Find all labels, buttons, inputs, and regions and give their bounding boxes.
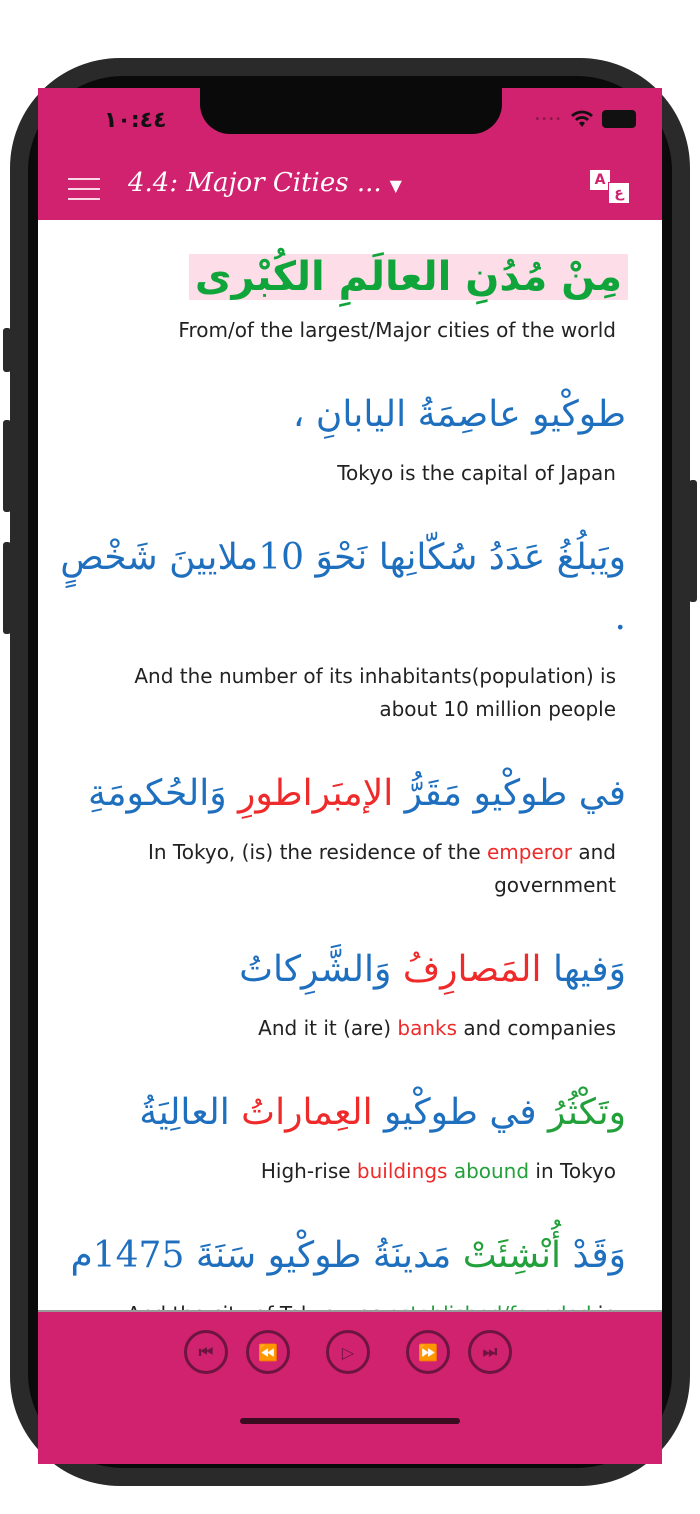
- fast-forward-button[interactable]: ⏩: [406, 1330, 450, 1374]
- arabic-sentence[interactable]: [38, 940, 662, 1000]
- dropdown-caret-icon: ▼: [389, 176, 402, 195]
- sentence-list: [38, 385, 662, 1364]
- skip-last-button[interactable]: ⏭: [468, 1330, 512, 1374]
- lesson-content[interactable]: [38, 220, 662, 1310]
- sentence[interactable]: [38, 1083, 662, 1188]
- arabic-segment: العِماراتُ: [241, 1092, 373, 1133]
- arabic-segment: وَالحُكومَةِ: [87, 773, 239, 814]
- hamburger-menu-icon[interactable]: [68, 178, 100, 200]
- translation-segment: In Tokyo, (is) the residence of the: [148, 840, 487, 864]
- arabic-segment: المَصارِفُ: [402, 949, 542, 990]
- signal-icon: ••••: [534, 113, 562, 125]
- player-controls: [184, 1330, 512, 1374]
- translation-segment: buildings: [356, 1159, 448, 1183]
- translation-segment: Tokyo is the capital of Japan: [337, 461, 616, 485]
- home-indicator[interactable]: [240, 1418, 460, 1424]
- arabic-sentence[interactable]: [38, 528, 662, 648]
- sentence[interactable]: [38, 764, 662, 902]
- translation-segment: High-rise: [260, 1159, 357, 1183]
- app-screen: [38, 88, 662, 1462]
- notch: [200, 88, 502, 134]
- translation-segment: And the number of its inhabitants(population) is about 10 million people: [134, 664, 616, 721]
- translation-segment: in Tokyo: [529, 1159, 616, 1183]
- lesson-title: 4.4: Major Cities ...: [128, 168, 382, 198]
- translation-segment: banks: [397, 1016, 458, 1040]
- lesson-selector[interactable]: [128, 168, 402, 198]
- english-translation: [38, 660, 662, 726]
- arabic-sentence[interactable]: [38, 385, 662, 445]
- english-translation: [38, 1012, 662, 1045]
- arabic-segment: وتَكْثُرُ: [547, 1092, 626, 1133]
- volume-up-button: [3, 420, 11, 512]
- translation-segment: and companies: [457, 1016, 616, 1040]
- wifi-icon: [570, 110, 594, 128]
- arabic-sentence[interactable]: [38, 764, 662, 824]
- arabic-segment: مَدينَةُ طوكْيو سَنَةَ 1475م: [70, 1235, 463, 1276]
- arabic-sentence[interactable]: [38, 1083, 662, 1143]
- battery-icon: [602, 110, 636, 128]
- heading-translation: From/of the largest/Major cities of the world: [178, 318, 616, 342]
- arabic-segment: الإمبَراطورِ: [238, 773, 394, 814]
- sentence[interactable]: [38, 528, 662, 726]
- arabic-segment: وَفيها: [541, 949, 626, 990]
- arabic-segment: العالِيَةُ: [139, 1092, 242, 1133]
- translate-language-icon[interactable]: [590, 170, 632, 204]
- lang-ar-glyph: ع: [608, 182, 630, 204]
- rewind-button[interactable]: ⏪: [246, 1330, 290, 1374]
- play-button[interactable]: ▷: [326, 1330, 370, 1374]
- english-translation: [38, 1155, 662, 1188]
- arabic-segment: في طوكْيو مَقَرُّ: [393, 773, 626, 814]
- arabic-segment: طوكْيو عاصِمَةُ اليابانِ ،: [292, 394, 626, 435]
- volume-down-button: [3, 542, 11, 634]
- mute-switch: [3, 328, 11, 372]
- translation-segment: and government: [494, 840, 616, 897]
- status-icons: [534, 110, 636, 128]
- arabic-segment: في طوكْيو: [372, 1092, 548, 1133]
- status-time: ١٠:٤٤: [104, 108, 167, 133]
- arabic-segment: أُنْشِئَتْ: [462, 1235, 562, 1276]
- arabic-segment: وَالشَّرِكاتُ: [239, 949, 403, 990]
- arabic-sentence[interactable]: [38, 1226, 662, 1286]
- lang-a-glyph: A: [590, 170, 610, 190]
- lesson-heading: مِنْ مُدُنِ العالَمِ الكُبْرى: [189, 254, 628, 300]
- arabic-segment: ويَبلُغُ عَدَدُ سُكّانِها نَحْوَ 10ملايينَ شَخْصٍ .: [60, 537, 626, 638]
- english-translation: [38, 457, 662, 490]
- translation-segment: emperor: [486, 840, 573, 864]
- player-bar: [38, 1310, 662, 1464]
- sentence[interactable]: [38, 385, 662, 490]
- translation-segment: abound: [453, 1159, 530, 1183]
- english-translation: [38, 836, 662, 902]
- sentence[interactable]: [38, 940, 662, 1045]
- app-header: [38, 88, 662, 220]
- power-button: [689, 480, 697, 602]
- arabic-segment: وَقَدْ: [561, 1235, 626, 1276]
- skip-first-button[interactable]: ⏮: [184, 1330, 228, 1374]
- translation-segment: And it it (are): [258, 1016, 398, 1040]
